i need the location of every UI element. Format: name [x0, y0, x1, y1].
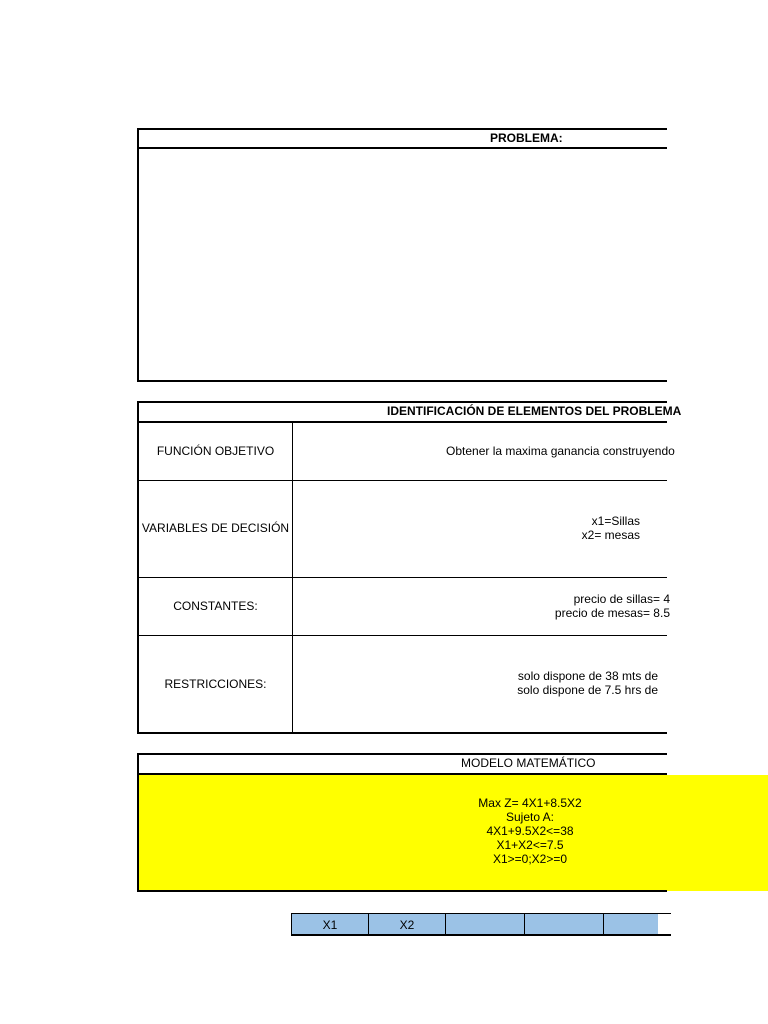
label-constantes: CONSTANTES:: [173, 599, 258, 613]
label-funcion-objetivo: FUNCIÓN OBJETIVO: [156, 444, 275, 458]
label-variables-decision: VARIABLES DE DECISIÓN: [141, 521, 290, 535]
table-header-x1[interactable]: X1: [322, 918, 338, 932]
content-restricciones: solo dispone de 38 mts de solo dispone de 7.5 hrs de: [517, 669, 658, 697]
modelo-formulas: Max Z= 4X1+8.5X2 Sujeto A: 4X1+9.5X2<=38 X1+X2<=7.5 X1>=0;X2>=0: [478, 796, 582, 866]
content-funcion-objetivo: Obtener la maxima ganancia construyendo: [446, 444, 675, 458]
table-header-x2[interactable]: X2: [399, 918, 415, 932]
identificacion-header: IDENTIFICACIÓN DE ELEMENTOS DEL PROBLEMA: [387, 404, 682, 418]
problema-header: PROBLEMA:: [490, 131, 563, 145]
label-restricciones: RESTRICCIONES:: [164, 677, 267, 691]
problema-body[interactable]: [139, 149, 658, 380]
modelo-header: MODELO MATEMÁTICO: [461, 756, 596, 770]
content-constantes: precio de sillas= 4 precio de mesas= 8.5: [554, 592, 670, 620]
content-variables-decision: x1=Sillas x2= mesas: [581, 514, 640, 542]
